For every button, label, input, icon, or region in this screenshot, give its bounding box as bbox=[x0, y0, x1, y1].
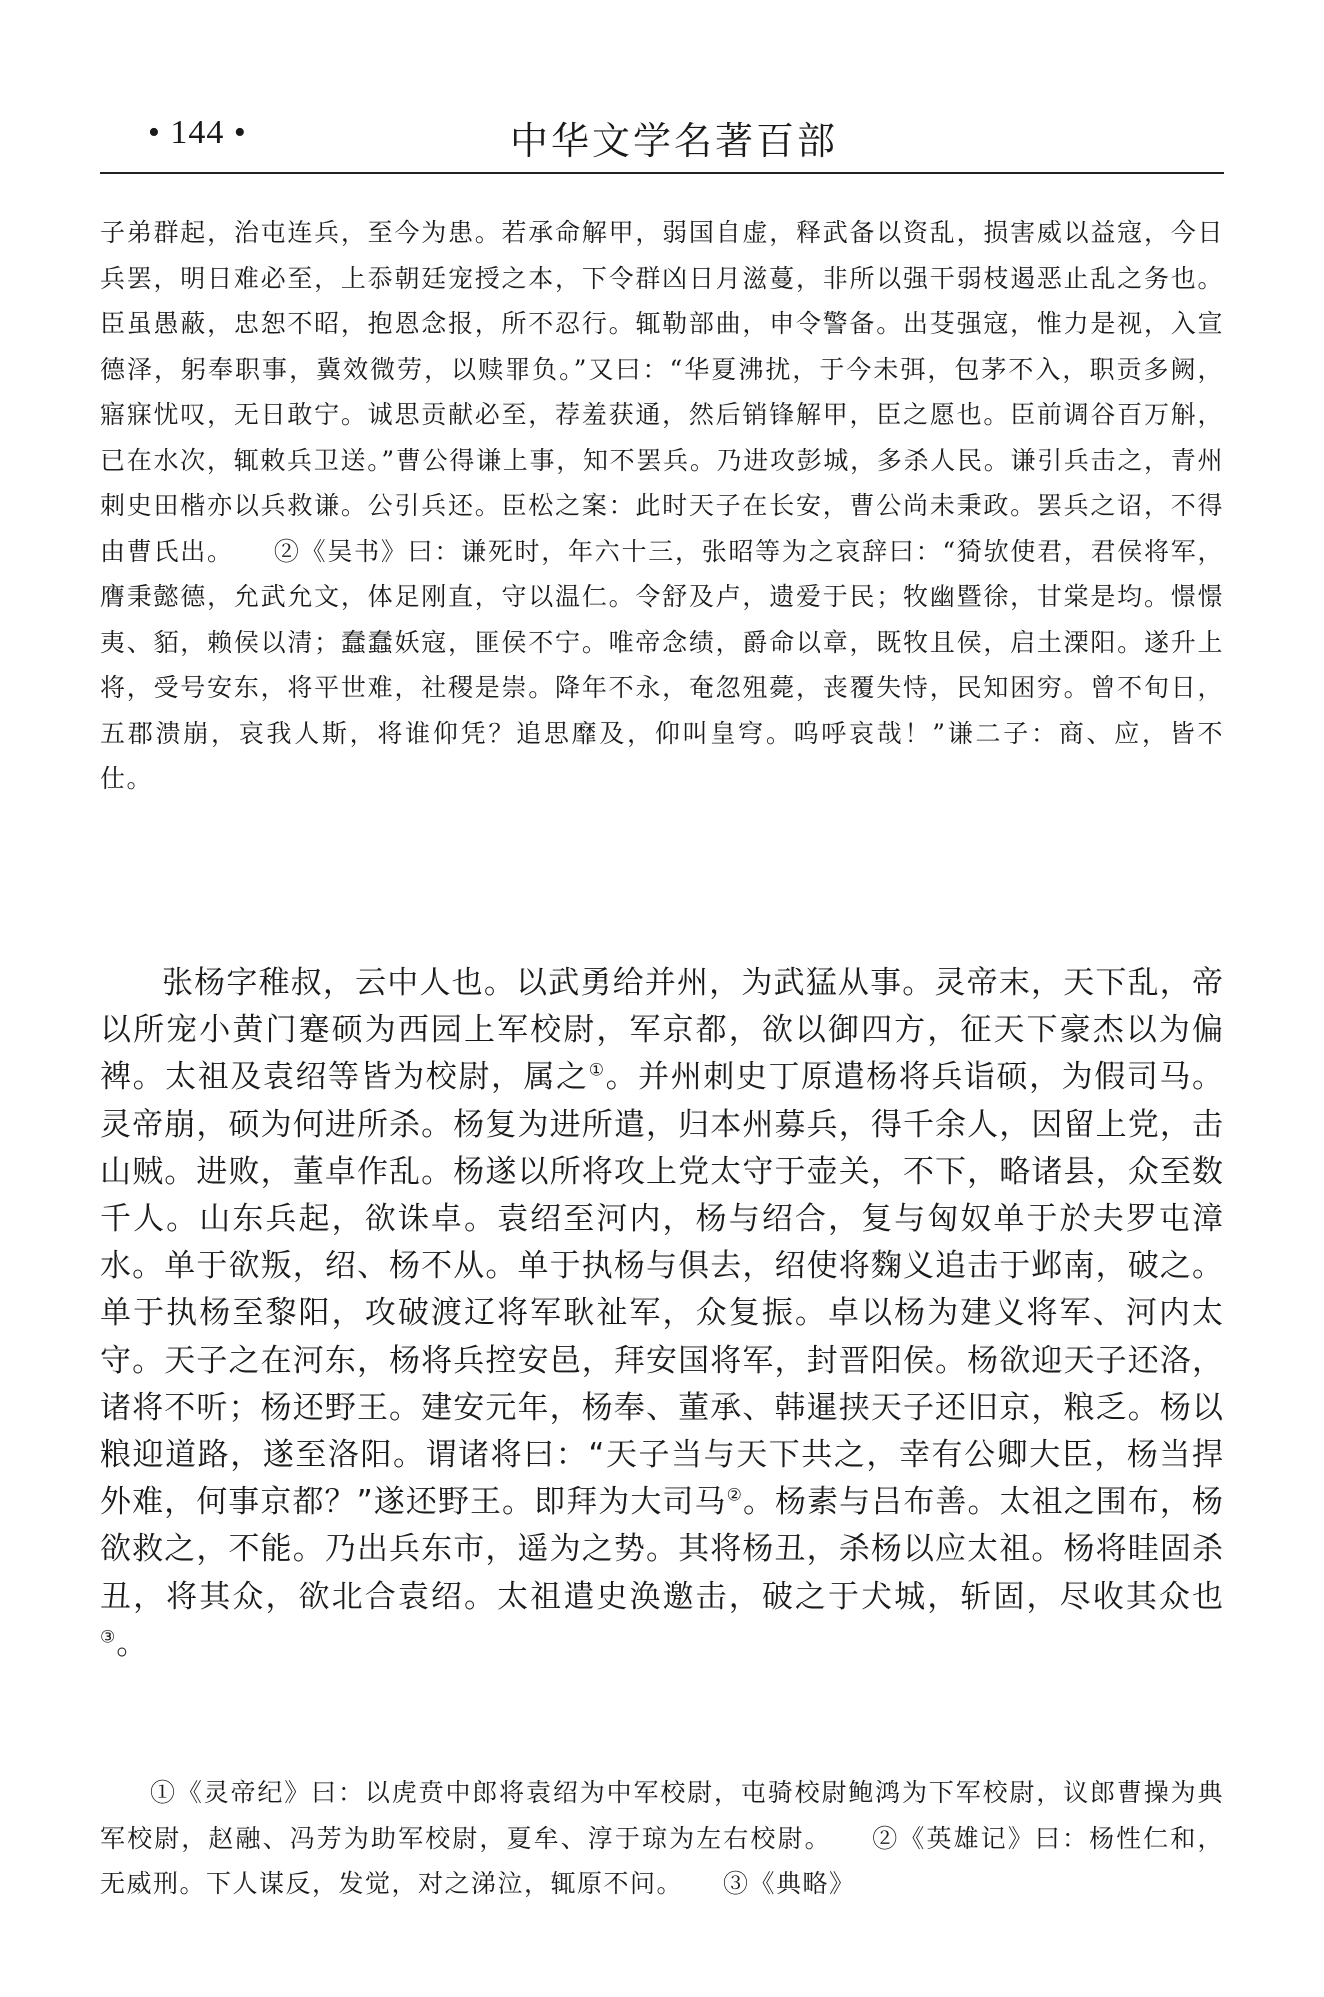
page-number: • 144 • bbox=[148, 114, 247, 151]
annotation-continuation bbox=[100, 210, 1224, 802]
footnotes bbox=[100, 1770, 1224, 1907]
footnote-reference: ② bbox=[726, 1485, 743, 1506]
annotation-text: ②《吴书》曰：谦死时，年六十三，张昭等为之哀辞曰：“猗欤使君，君侯将军，膺秉懿德，允武允文，体足刚直，守以温仁。令舒及卢，遗爱于民；牧幽暨徐，甘棠是均。憬憬夷、貊，赖侯以清；蠢蠢妖寇，匪侯不宁。唯帝念绩，爵命以章，既牧且侯，启土溧阳。遂升上将，受号安东，将平世难，社稷是崇。降年不永，奄忽殂薨，丧覆失恃，民知困穷。曾不旬日，五郡溃崩，哀我人斯，将谁仰凭？追思靡及，仰叫皇穹。呜呼哀哉！”谦二子：商、应，皆不仕。 bbox=[100, 536, 1224, 793]
main-text-segment: 。杨素与吕布善。太祖之围布，杨欲救之，不能。乃出兵东市，遥为之势。其将杨丑，杀杨以应太祖。杨将眭固杀丑，将其众，欲北合袁绍。太祖遣史涣邀击，破之于犬城，斩固，尽收其众也 bbox=[100, 1484, 1224, 1615]
running-title: 中华文学名著百部 bbox=[510, 119, 839, 163]
main-paragraph bbox=[100, 960, 1224, 1668]
page-header bbox=[100, 100, 1224, 174]
footnote-text: ①《灵帝纪》曰：以虎贲中郎将袁绍为中军校尉，屯骑校尉鲍鸿为下军校尉，议郎曹操为典军校尉，赵融、冯芳为助军校尉，夏牟、淳于琼为左右校尉。 bbox=[100, 1778, 1224, 1853]
footnote-text: ③《典略》 bbox=[723, 1869, 856, 1898]
footnote-reference: ① bbox=[588, 1061, 606, 1082]
annotation-text: 子弟群起，治屯连兵，至今为患。若承命解甲，弱国自虚，释武备以资乱，损害威以益寇，今日兵罢，明日难必至，上忝朝廷宠授之本，下令群凶日月滋蔓，非所以强干弱枝遏恶止乱之务也。臣虽愚蔽，忠恕不昭，抱恩念报，所不忍行。辄勒部曲，申令警备。出芟强寇，惟力是视，入宣德泽，躬奉职事，冀效微劳，以赎罪负。”又曰：“华夏沸扰，于今未弭，包茅不入，职贡多阙，寤寐忧叹，无日敢宁。诚思贡献必至，荐羞获通，然后销锋解甲，臣之愿也。臣前调谷百万斛，已在水次，辄敕兵卫送。”曹公得谦上事，知不罢兵。乃进攻彭城，多杀人民。谦引兵击之，青州刺史田楷亦以兵救谦。公引兵还。臣松之案：此时天子在长安，曹公尚未秉政。罢兵之诏，不得由曹氏出。 bbox=[100, 218, 1224, 566]
main-text-segment: 张杨字稚叔，云中人也。以武勇给并州，为武猛从事。灵帝末，天下乱，帝以所宠小黄门蹇硕为西园上军校尉，军京都，欲以御四方，征天下豪杰以为偏裨。太祖及袁绍等皆为校尉，属之 bbox=[100, 965, 1224, 1096]
footnote-text: ②《英雄记》曰：杨性仁和，无威刑。下人谋反，发觉，对之涕泣，辄原不问。 bbox=[100, 1823, 1224, 1898]
main-text-segment: 。并州刺史丁原遣杨将兵诣硕，为假司马。灵帝崩，硕为何进所杀。杨复为进所遣，归本州募兵，得千余人，因留上党，击山贼。进败，董卓作乱。杨遂以所将攻上党太守于壶关，不下，略诸县，众至数千人。山东兵起，欲诛卓。袁绍至河内，杨与绍合，复与匈奴单于於夫罗屯漳水。单于欲叛，绍、杨不从。单于执杨与俱去，绍使将麴义追击于邺南，破之。单于执杨至黎阳，攻破渡辽将军耿祉军，众复振。卓以杨为建义将军、河内太守。天子之在河东，杨将兵控安邑，拜安国将军，封晋阳侯。杨欲迎天子还洛，诸将不听；杨还野王。建安元年，杨奉、董承、韩暹挟天子还旧京，粮乏。杨以粮迎道路，遂至洛阳。谓诸将曰：“天子当与天下共之，幸有公卿大臣，杨当捍外难，何事京都？”遂还野王。即拜为大司马 bbox=[100, 1059, 1224, 1521]
footnote-paragraph bbox=[100, 1770, 1224, 1907]
main-text-segment: 。 bbox=[116, 1625, 149, 1662]
main-text bbox=[100, 960, 1224, 1668]
footnote-reference: ③ bbox=[100, 1627, 117, 1648]
